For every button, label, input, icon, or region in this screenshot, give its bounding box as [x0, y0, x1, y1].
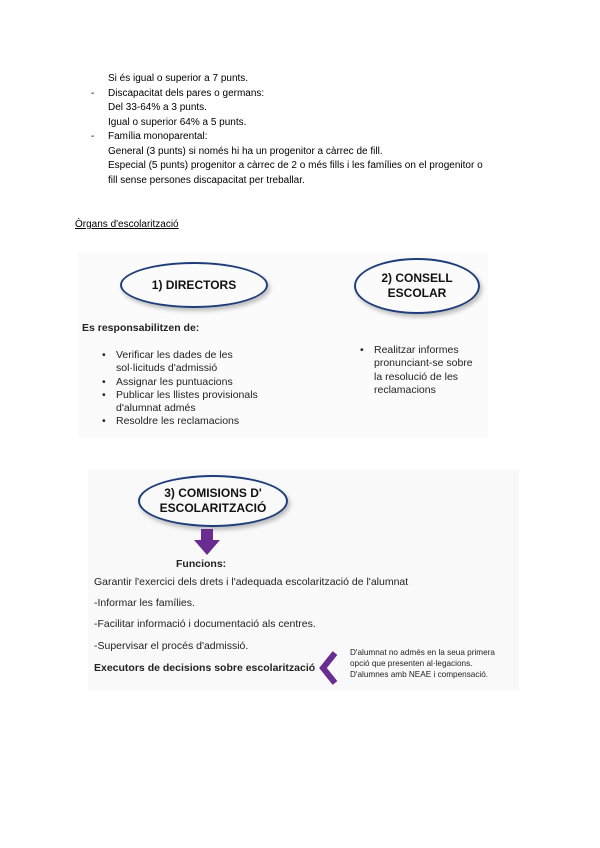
- garantir-line: Garantir l'exercici dels drets i l'adequada escolarització de l'alumnat: [94, 576, 409, 588]
- note-line: D'alumnat no admés en la seua primera: [350, 648, 495, 657]
- funcions-label: Funcions:: [176, 558, 227, 570]
- responsabilitzen-label: Es responsabilitzen de:: [82, 322, 200, 334]
- arrow-down-icon: [194, 529, 220, 555]
- intro-line: Especial (5 punts) progenitor a càrrec de 2 o més fills i les famílies on el progenitor o: [108, 160, 483, 171]
- note-line: opció que presenten al·legacions.: [350, 659, 473, 668]
- slide-directors-consell: [78, 252, 488, 438]
- consell-title-2: ESCOLAR: [387, 286, 447, 300]
- consell-list: [358, 344, 473, 397]
- slide-comisions: [88, 470, 519, 690]
- chevron-left-icon: [318, 650, 338, 686]
- list-item: sol·licituds d'admissió: [116, 362, 218, 375]
- directors-list: [100, 349, 258, 429]
- note-line: D'alumnes amb NEAE i compensació.: [350, 670, 489, 679]
- intro-line: Família monoparental:: [108, 131, 208, 142]
- list-item: la resolució de les: [374, 370, 459, 383]
- comisions-title-2: ESCOLARITZACIÓ: [159, 501, 267, 515]
- list-dash: -: [91, 88, 95, 99]
- consell-oval: [354, 258, 480, 314]
- directors-oval: [120, 262, 268, 308]
- list-dash: -: [91, 131, 95, 142]
- intro-line: Discapacitat dels pares o germans:: [108, 88, 265, 99]
- list-item: • Verificar les dades de les: [100, 349, 258, 362]
- intro-line: Igual o superior 64% a 5 punts.: [108, 117, 247, 128]
- list-item: • Publicar les llistes provisionals: [100, 389, 258, 402]
- comisions-title-1: 3) COMISIONS D': [164, 486, 262, 500]
- intro-line: Del 33-64% a 3 punts.: [108, 102, 207, 113]
- facilitar-line: -Facilitar informació i documentació als centres.: [94, 618, 316, 630]
- list-item: • Resoldre les reclamacions: [100, 415, 258, 428]
- list-item: pronunciant-se sobre: [374, 357, 473, 370]
- executors-line: Executors de decisions sobre escolarització: [94, 662, 316, 674]
- intro-line: General (3 punts) si només hi ha un progenitor a càrrec de fill.: [108, 146, 383, 157]
- intro-line: Si és igual o superior a 7 punts.: [108, 73, 249, 84]
- informar-line: -Informar les famílies.: [94, 597, 195, 609]
- list-item: reclamacions: [374, 383, 436, 396]
- supervisar-line: -Supervisar el procés d'admissió.: [94, 640, 249, 652]
- directors-title: 1) DIRECTORS: [151, 277, 237, 292]
- list-item: • Realitzar informes: [358, 344, 473, 357]
- list-item: • Assignar les puntuacions: [100, 376, 258, 389]
- consell-title-1: 2) CONSELL: [381, 271, 453, 285]
- comisions-oval: [138, 475, 288, 527]
- intro-line: fill sense persones discapacitat per treballar.: [108, 175, 305, 186]
- list-item: d'alumnat admés: [116, 402, 196, 415]
- section-heading: Òrgans d'escolarització: [75, 219, 179, 230]
